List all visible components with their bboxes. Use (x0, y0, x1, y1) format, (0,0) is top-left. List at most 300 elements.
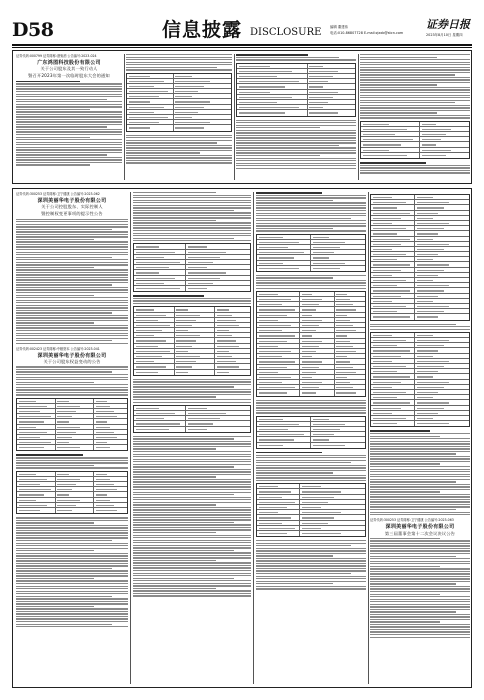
text-line (16, 522, 94, 523)
cell-text (417, 361, 449, 362)
text-line (16, 257, 112, 258)
table-row (257, 266, 365, 271)
cell-text (417, 244, 449, 245)
text-line (126, 64, 232, 65)
text-line (133, 454, 251, 455)
cell-text (336, 325, 353, 326)
text-line (133, 471, 251, 472)
cell-text (136, 246, 159, 247)
column-rule (130, 192, 131, 684)
data-table (126, 73, 232, 132)
cell-text (417, 382, 449, 383)
cell-text (302, 299, 323, 300)
text-line (256, 543, 366, 544)
notice-subtitle: 第三届董事会第十二次会议决议公告 (384, 530, 456, 536)
text-line (370, 614, 470, 615)
data-table (133, 306, 251, 375)
text-line (256, 457, 366, 458)
text-line (133, 451, 251, 452)
text-line (256, 282, 366, 283)
cell-text (129, 86, 155, 87)
cell-text (417, 223, 449, 224)
text-line (133, 200, 251, 201)
text-line (133, 233, 251, 234)
text-line (126, 160, 232, 161)
text-line (256, 405, 366, 406)
text-line (256, 223, 366, 224)
cell-text (336, 335, 347, 336)
text-line (133, 384, 251, 385)
cell-text (313, 247, 340, 248)
cell-text (259, 377, 291, 378)
cell-text (19, 510, 40, 511)
cell-text (188, 257, 220, 258)
cell-text (417, 311, 444, 312)
text-line (256, 455, 366, 456)
text-line (236, 54, 308, 56)
text-line (16, 269, 128, 270)
cell-text (373, 387, 393, 388)
text-line (256, 540, 366, 541)
cell-text (417, 387, 444, 388)
cell-text (309, 76, 333, 77)
text-line (133, 192, 216, 193)
text-line (126, 69, 232, 70)
cell-text (373, 345, 397, 346)
text-line (16, 297, 128, 298)
cell-text (57, 437, 72, 438)
text-line (16, 555, 128, 556)
text-line (16, 530, 128, 531)
cell-text (302, 377, 312, 378)
cell-text (188, 252, 226, 253)
cell-text (96, 432, 114, 433)
text-line (133, 527, 251, 528)
text-line (236, 147, 356, 148)
text-line (16, 154, 107, 155)
text-line (16, 621, 128, 622)
notice-title: 深圳美丽华电子股份有限公司 (37, 198, 107, 204)
text-line (133, 497, 251, 498)
cell-text (259, 445, 283, 446)
cell-text (176, 320, 196, 321)
cell-text (19, 500, 36, 501)
cell-text (309, 92, 337, 93)
table-row (17, 445, 127, 450)
cell-text (373, 275, 393, 276)
cell-text (57, 447, 80, 448)
text-line (256, 581, 366, 582)
cell-text (259, 512, 278, 513)
cell-text (313, 439, 329, 440)
cell-text (259, 507, 287, 508)
text-line (16, 454, 83, 456)
top-announcement-box (12, 50, 472, 184)
text-line (133, 303, 251, 304)
text-line (256, 220, 366, 221)
cell-text (188, 423, 214, 424)
cell-text (336, 330, 356, 331)
cell-text (217, 325, 240, 326)
text-line (133, 476, 216, 477)
cell-text (217, 356, 233, 357)
cell-text (417, 264, 449, 265)
text-line (256, 586, 366, 587)
text-line (16, 315, 128, 316)
text-line (16, 114, 122, 115)
body-text-block (126, 135, 232, 164)
text-line (370, 550, 470, 551)
cell-text (336, 392, 356, 393)
cell-text (259, 429, 289, 430)
cell-text (422, 139, 441, 140)
text-line (256, 192, 322, 194)
text-line (133, 542, 251, 543)
text-line (16, 618, 128, 619)
notice-meta: 证券代码:300253 证券简称:卫宁健康 公告编号:2023-062 (16, 192, 100, 196)
cell-text (417, 423, 449, 424)
text-line (133, 436, 251, 437)
text-line (16, 139, 122, 140)
text-line (256, 213, 366, 214)
text-line (16, 596, 112, 597)
column-rule (124, 54, 125, 180)
text-line (16, 96, 122, 97)
text-line (16, 578, 94, 579)
cell-text (129, 76, 150, 77)
text-line (16, 144, 122, 145)
cell-text (136, 340, 166, 341)
newspaper-logo: 证券日报 (426, 18, 470, 31)
text-line (16, 129, 122, 130)
text-line (256, 195, 366, 196)
text-line (126, 140, 232, 141)
text-line (370, 616, 470, 617)
text-line (16, 231, 128, 232)
notice-meta: 证券代码:002423 证券简称:中粮资本 公告编号:2023-041 (16, 346, 100, 351)
text-line (133, 448, 216, 449)
text-line (133, 438, 234, 439)
cell-text (96, 416, 117, 417)
text-line (133, 494, 234, 495)
cell-text (302, 507, 321, 508)
cell-text (373, 413, 393, 414)
text-line (16, 575, 128, 576)
text-line (256, 560, 366, 561)
cell-text (417, 408, 444, 409)
body-text-block (133, 295, 251, 304)
cell-text (336, 356, 347, 357)
cell-text (136, 320, 158, 321)
cell-text (217, 361, 236, 362)
text-line (16, 327, 128, 328)
text-line (370, 451, 470, 452)
cell-text (188, 413, 226, 414)
cell-text (373, 239, 410, 240)
text-line (236, 152, 356, 153)
text-line (133, 464, 251, 465)
cell-text (259, 304, 283, 305)
cell-text (239, 92, 271, 93)
text-line (16, 460, 128, 461)
text-line (16, 613, 128, 614)
page-number: D58 (12, 19, 54, 41)
masthead-rule (12, 44, 472, 46)
text-line (16, 606, 94, 607)
cell-text (176, 356, 200, 357)
text-line (256, 550, 366, 551)
text-line (370, 491, 440, 492)
data-table (133, 405, 251, 433)
text-line (370, 591, 470, 592)
text-line (133, 547, 251, 548)
text-line (16, 338, 128, 339)
text-line (133, 562, 251, 563)
section-title-english: DISCLOSURE (250, 27, 322, 38)
cell-text (19, 416, 52, 417)
text-line (16, 517, 128, 518)
cell-text (175, 122, 209, 123)
text-line (16, 274, 128, 275)
cell-text (96, 411, 114, 412)
text-line (16, 570, 128, 571)
text-line (16, 289, 128, 290)
text-line (133, 529, 251, 530)
text-line (133, 381, 251, 382)
cell-text (239, 76, 278, 77)
text-line (133, 298, 251, 299)
text-line (370, 599, 470, 600)
text-line (133, 300, 251, 301)
text-line (370, 556, 456, 557)
body-text-block (360, 54, 470, 119)
body-text-block (133, 436, 251, 597)
cell-text (363, 155, 408, 156)
cell-text (259, 497, 283, 498)
text-line (126, 142, 217, 143)
cell-text (373, 371, 397, 372)
body-text-block (16, 517, 128, 627)
cell-text (175, 96, 192, 97)
text-line (370, 512, 470, 513)
cell-text (417, 285, 449, 286)
text-line (16, 467, 128, 468)
text-line (370, 619, 470, 620)
notice-title: 广东鸿图科技股份有限公司 (37, 60, 101, 66)
cell-text (313, 419, 329, 420)
cell-text (259, 294, 278, 295)
text-line (16, 259, 128, 260)
text-line (16, 389, 128, 390)
text-line (133, 588, 216, 589)
cell-text (313, 445, 345, 446)
text-line (126, 150, 232, 151)
top-col-3 (236, 54, 356, 182)
cell-text (302, 533, 341, 534)
cell-text (176, 372, 188, 373)
text-line (256, 477, 366, 478)
text-line (16, 591, 128, 592)
text-line (236, 158, 356, 159)
data-table (16, 471, 128, 515)
text-line (360, 74, 455, 75)
text-line (16, 83, 122, 84)
text-line (126, 147, 232, 148)
cell-text (336, 341, 350, 342)
notice-title: 深圳美丽华电子股份有限公司 (385, 524, 455, 531)
text-line (360, 165, 470, 166)
text-line (16, 224, 128, 225)
text-line (16, 520, 128, 521)
cell-text (302, 315, 312, 316)
text-line (16, 249, 128, 250)
cell-text (57, 406, 80, 407)
cell-text (175, 86, 204, 87)
bottom-col-4 (370, 192, 470, 686)
text-line (16, 553, 128, 554)
text-line (133, 222, 251, 223)
data-table (256, 234, 366, 272)
text-line (16, 340, 112, 341)
cell-text (309, 66, 323, 67)
text-line (16, 164, 90, 165)
cell-text (57, 494, 69, 495)
cell-text (363, 124, 390, 125)
text-line (16, 162, 122, 163)
cell-text (188, 267, 207, 268)
text-line (16, 131, 122, 132)
cell-text (302, 491, 341, 492)
cell-text (417, 290, 444, 291)
text-line (256, 225, 366, 226)
text-line (133, 550, 234, 551)
cell-text (176, 351, 188, 352)
cell-text (96, 474, 108, 475)
table-row (257, 390, 365, 395)
cell-text (313, 429, 340, 430)
cell-text (417, 306, 449, 307)
cell-text (96, 406, 111, 407)
text-line (370, 563, 470, 564)
text-line (16, 292, 128, 293)
cell-text (417, 356, 433, 357)
cell-text (176, 340, 196, 341)
text-line (16, 317, 128, 318)
cell-text (417, 340, 449, 341)
cell-text (336, 315, 347, 316)
cell-text (302, 392, 316, 393)
cell-text (188, 429, 207, 430)
cell-text (129, 107, 164, 108)
cell-text (259, 247, 289, 248)
data-table (370, 194, 470, 321)
text-line (133, 565, 251, 566)
cell-text (57, 416, 72, 417)
cell-text (373, 228, 406, 229)
text-line (133, 524, 251, 525)
text-line (236, 140, 356, 141)
data-table (16, 398, 128, 452)
cell-text (373, 340, 406, 341)
text-line (370, 489, 470, 490)
text-line (370, 558, 470, 559)
text-line (360, 87, 470, 88)
cell-text (239, 71, 292, 72)
text-line (370, 586, 470, 587)
text-line (16, 312, 112, 313)
text-line (133, 484, 251, 485)
text-line (360, 89, 470, 90)
cell-text (309, 71, 337, 72)
text-line (256, 202, 366, 203)
text-line (370, 594, 440, 595)
text-line (360, 67, 470, 68)
text-line (16, 379, 128, 380)
cell-text (19, 411, 40, 412)
cell-text (313, 257, 329, 258)
text-line (16, 81, 80, 83)
text-line (236, 142, 356, 143)
text-line (133, 238, 234, 239)
text-line (360, 64, 470, 65)
cell-text (175, 112, 198, 113)
text-line (133, 469, 251, 470)
column-rule (358, 54, 359, 180)
text-line (133, 567, 251, 568)
cell-text (302, 320, 323, 321)
body-text-block (256, 275, 366, 289)
text-line (256, 467, 366, 468)
cell-text (136, 330, 162, 331)
text-line (16, 277, 128, 278)
text-line (370, 474, 470, 475)
cell-text (313, 252, 335, 253)
cell-text (309, 112, 337, 113)
cell-text (19, 494, 44, 495)
cell-text (302, 502, 328, 503)
data-table (370, 332, 470, 427)
text-line (370, 578, 470, 579)
text-line (133, 212, 251, 213)
table-row (361, 153, 469, 158)
text-line (16, 254, 128, 255)
text-line (16, 305, 128, 306)
cell-text (188, 262, 214, 263)
text-line (360, 162, 426, 164)
text-line (16, 457, 128, 458)
text-line (133, 295, 204, 297)
text-line (16, 219, 128, 220)
text-line (16, 302, 128, 303)
cell-text (363, 134, 396, 135)
cell-text (302, 341, 323, 342)
text-line (16, 320, 128, 321)
text-line (256, 462, 351, 463)
cell-text (417, 418, 433, 419)
text-line (133, 215, 251, 216)
notice-subtitle: 关于公司股东权益变动的公告 (43, 359, 101, 365)
cell-text (417, 301, 433, 302)
text-line (133, 560, 216, 561)
text-line (126, 145, 232, 146)
text-line (133, 489, 251, 490)
cell-text (417, 270, 444, 271)
text-line (133, 227, 251, 228)
cell-text (422, 129, 451, 130)
text-line (370, 629, 470, 630)
text-line (16, 545, 128, 546)
cell-text (57, 474, 69, 475)
